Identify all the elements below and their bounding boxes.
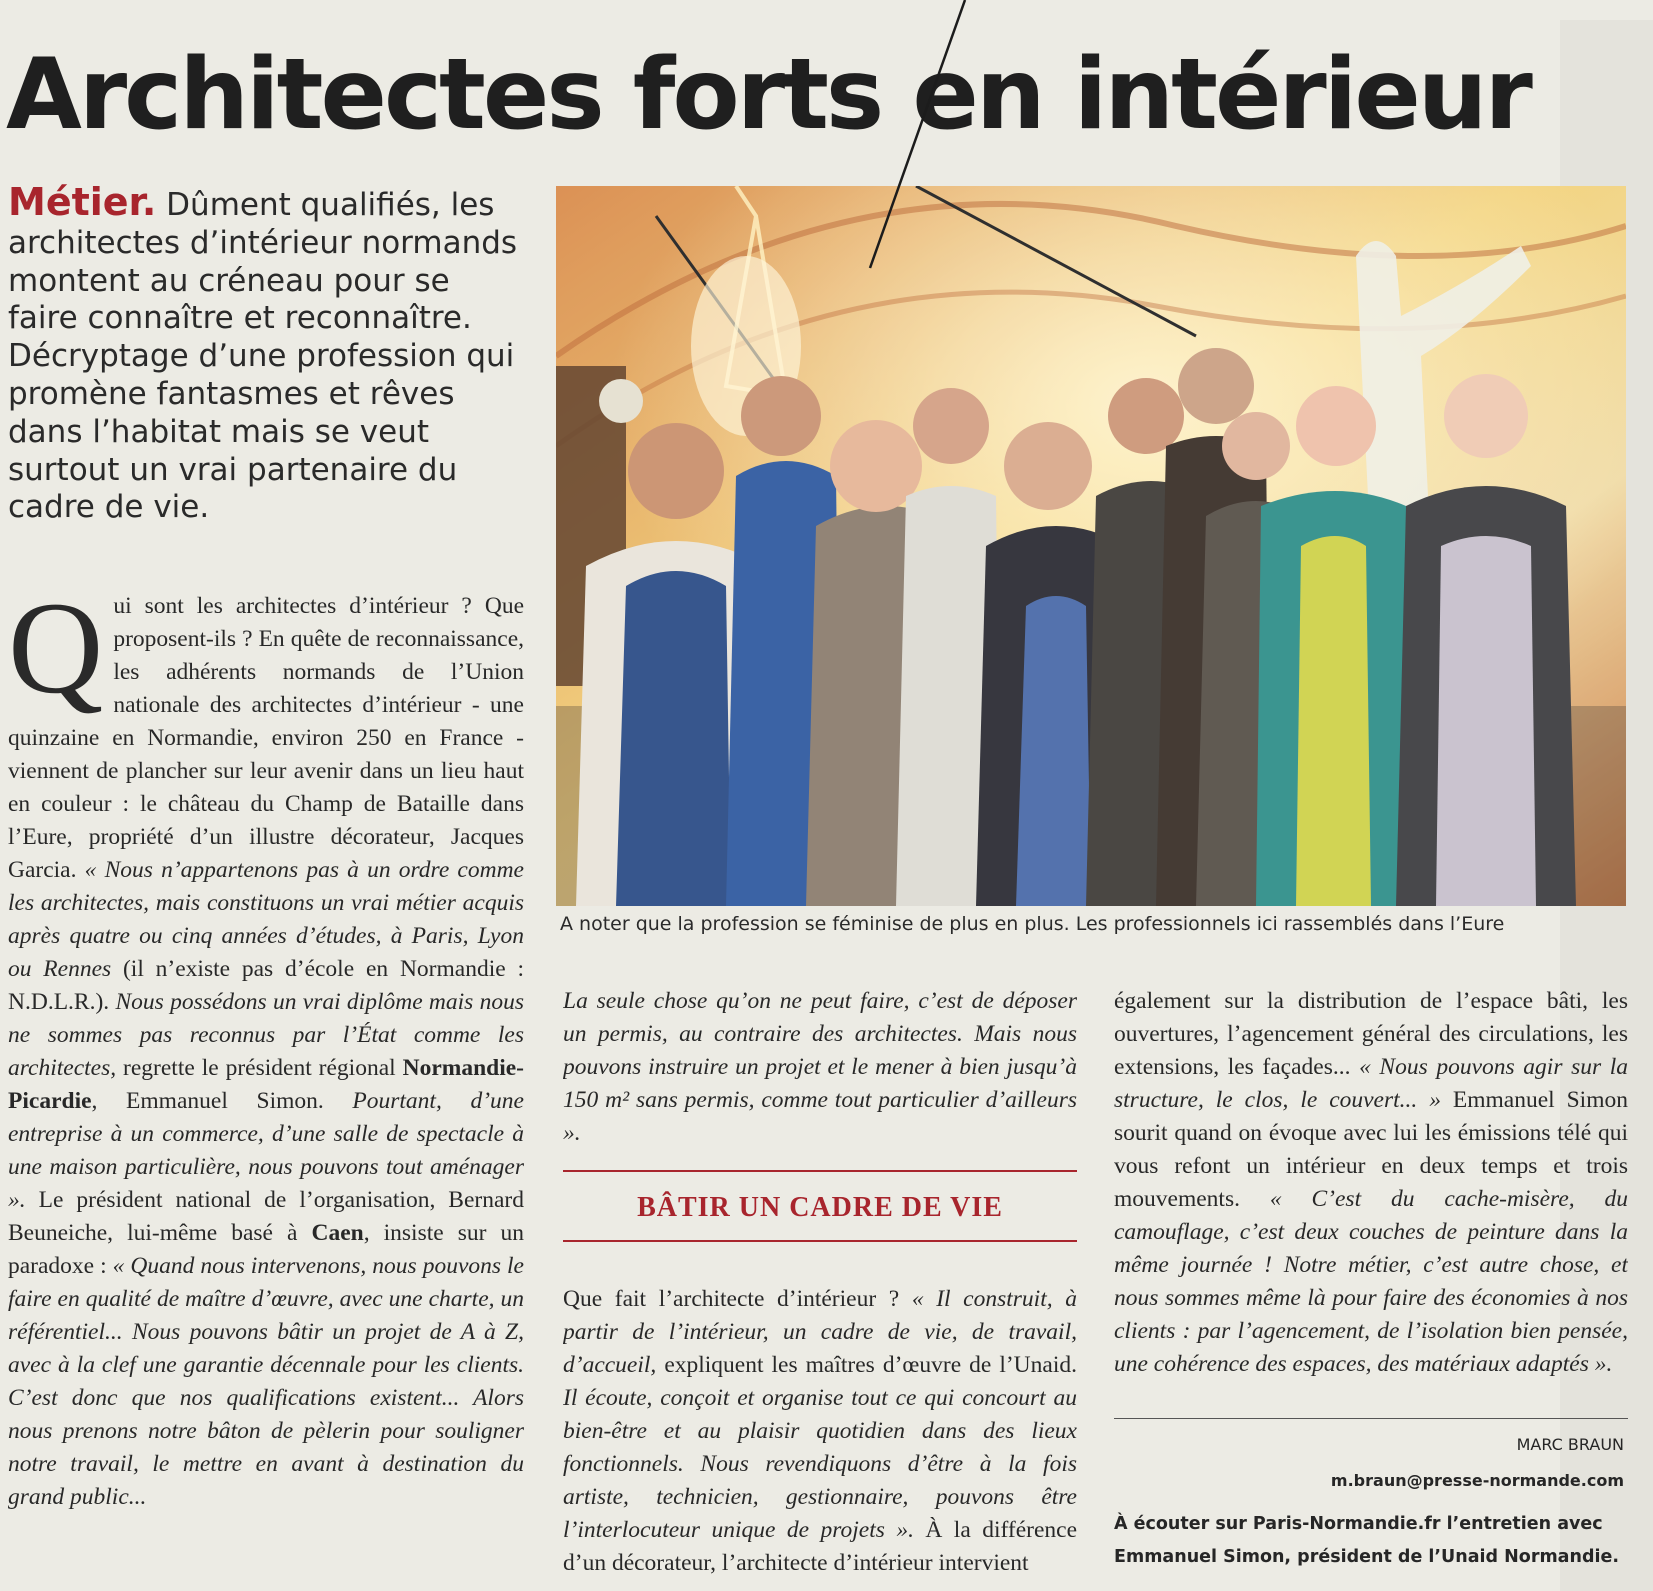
quote-run: « Nous pouvons agir sur la structure, le clos, le couvert... » <box>1114 1054 1628 1113</box>
headline: Architectes forts en intérieur <box>6 38 1530 152</box>
quote-run: La seule chose qu’on ne peut faire, c’est de déposer un permis, au contraire des architectes. Mais nous pouvons instruire un projet et le mener à bien jusqu’à 150 m² sans permis, comme tout particulier d’ailleurs ». <box>563 988 1077 1146</box>
paragraph <box>8 590 524 1514</box>
text-run: (il n’existe pas d’école en Normandie : N.D.L.R.). <box>8 956 524 1015</box>
subhead-rule-top <box>563 1170 1077 1172</box>
paragraph <box>1114 985 1628 1381</box>
standfirst <box>8 180 528 527</box>
body-column-2-top <box>563 985 1077 1150</box>
quote-run: « Il construit, à partir de l’intérieur, un cadre de vie, de travail, d’accueil, <box>563 1286 1077 1378</box>
footnote: À écouter sur Paris-Normandie.fr l’entretien avec Emmanuel Simon, président de l’Unaid Normandie. <box>1114 1514 1619 1567</box>
group-photo <box>556 186 1626 906</box>
quote-run: Nous possédons un vrai diplôme mais nous ne sommes pas reconnus par l’État comme les architectes, <box>8 989 524 1081</box>
quote-run: Il écoute, conçoit et organise tout ce qui concourt au bien-être et au plaisir quotidien dans des lieux fonctionnels. Nous revendiquons d’être à la fois artiste, technicien, gestionnaire, pouvons être l’interlocuteur unique de projets ». <box>563 1385 1077 1543</box>
text-run: expliquent les maîtres d’œuvre de l’Unaid. <box>656 1352 1077 1378</box>
body-column-1 <box>8 590 524 1590</box>
drop-cap: Q <box>8 590 104 721</box>
text-run: également sur la distribution de l’espace bâti, les ouvertures, l’agencement général des circulations, les extensions, les façades... <box>1114 988 1628 1080</box>
paragraph <box>563 1283 1077 1580</box>
byline-rule <box>1114 1418 1628 1419</box>
body-column-3 <box>1114 985 1628 1395</box>
bold-run: Caen <box>311 1220 364 1246</box>
author-byline: MARC BRAUN <box>1516 1435 1624 1454</box>
kicker: Métier. <box>8 180 157 224</box>
group-photo-illustration <box>556 186 1626 906</box>
body-column-2-bottom <box>563 1283 1077 1588</box>
subhead-rule-bottom <box>563 1240 1077 1242</box>
quote-run: « Quand nous intervenons, nous pouvons le faire en qualité de maître d’œuvre, avec une charte, un référentiel... Nous pouvons bâtir un projet de A à Z, avec à la clef une garantie décennale pour les clients. C’est donc que nos qualifications existent... Alors nous prenons notre bâton de pèlerin pour souligner notre travail, le mettre en avant à destination du grand public... <box>8 1253 524 1510</box>
text-run: , Emmanuel Simon. <box>91 1088 353 1114</box>
text-run: ui sont les architectes d’intérieur ? Que proposent-ils ? En quête de reconnaissance, les adhérents normands de l’Union nationale des architectes d’intérieur - une quinzaine en Normandie, environ 250 en France - viennent de plancher sur leur avenir dans un lieu haut en couleur : le château du Champ de Bataille dans l’Eure, propriété d’un illustre décorateur, Jacques Garcia. <box>8 593 524 883</box>
bold-run: Normandie-Picardie <box>8 1055 524 1114</box>
text-run: Emmanuel Simon sourit quand on évoque avec lui les émissions télé qui vous refont un intérieur en deux temps et trois mouvements. <box>1114 1087 1628 1212</box>
text-run: regrette le président régional <box>116 1055 403 1081</box>
quote-run: Pourtant, d’une entreprise à un commerce, d’une salle de spectacle à une maison particulière, nous pouvons tout aménager ». <box>8 1088 524 1213</box>
standfirst-text: Dûment qualifiés, les architectes d’intérieur normands montent au créneau pour se faire connaître et reconnaître. Décryptage d’une profession qui promène fantasmes et rêves dans l’habitat mais se veut surtout un vrai partenaire du cadre de vie. <box>8 187 518 526</box>
subhead: BÂTIR UN CADRE DE VIE <box>637 1192 1003 1223</box>
text-run: Que fait l’architecte d’intérieur ? <box>563 1286 912 1312</box>
photo-caption: A noter que la profession se féminise de plus en plus. Les professionnels ici rassemblés dans l’Eure <box>560 913 1505 935</box>
text-run: Le président national de l’organisation, Bernard Beuneiche, lui-même basé à <box>8 1187 524 1246</box>
text-run: À la différence d’un décorateur, l’architecte d’intérieur intervient <box>563 1517 1077 1576</box>
author-email: m.braun@presse-normande.com <box>1330 1471 1624 1490</box>
text-run: , insiste sur un paradoxe : <box>8 1220 524 1279</box>
paragraph <box>563 985 1077 1150</box>
quote-run: « Nous n’appartenons pas à un ordre comme les architectes, mais constituons un vrai métier acquis après quatre ou cinq années d’études, à Paris, Lyon ou Rennes <box>8 857 524 982</box>
quote-run: « C’est du cache-misère, du camouflage, c’est deux couches de peinture dans la même journée ! Notre métier, c’est autre chose, et nous sommes même là pour faire des économies à nos clients : par l’agencement, de l’isolation bien pensée, une cohérence des espaces, des matériaux adaptés ». <box>1114 1186 1628 1377</box>
